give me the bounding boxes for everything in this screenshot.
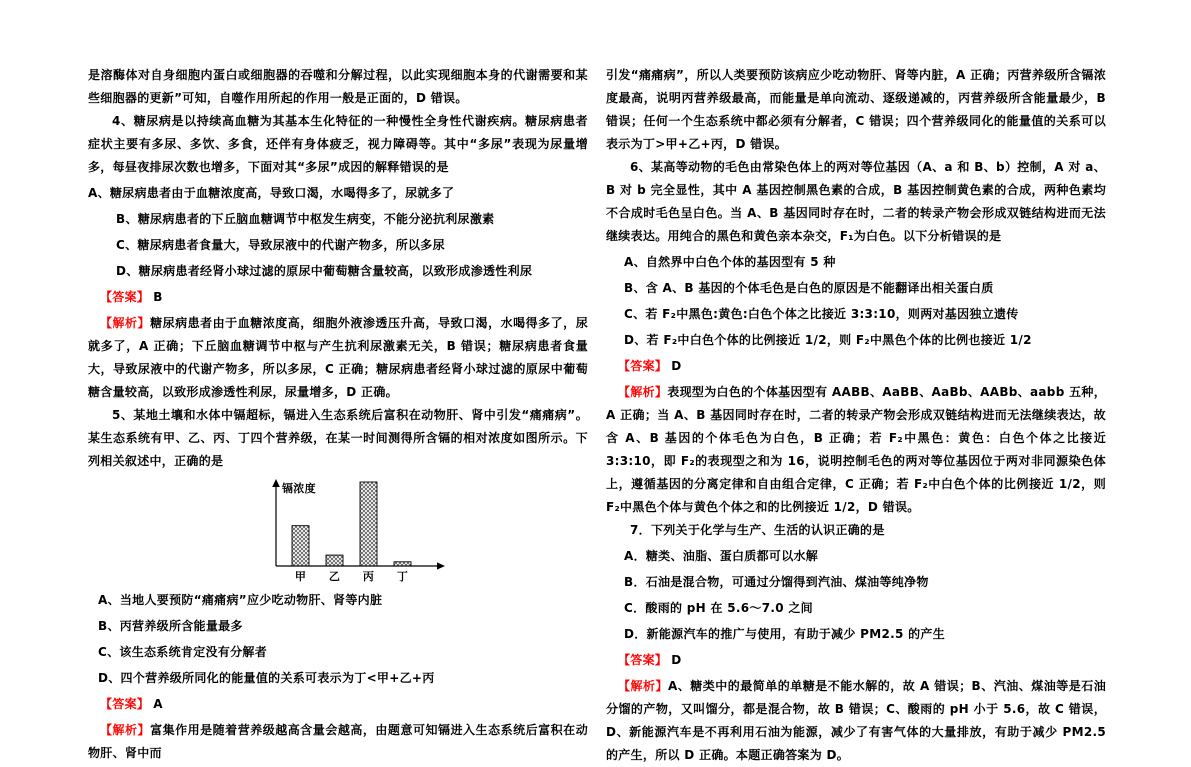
q6-options bbox=[606, 251, 1106, 352]
q5-analysis bbox=[88, 719, 588, 765]
q5-option-c: C、该生态系统肯定没有分解者 bbox=[98, 645, 268, 659]
q5-answer-letter: A bbox=[153, 697, 163, 711]
q3-analysis-continuation: 是溶酶体对自身细胞内蛋白或细胞器的吞噬和分解过程，以此实现细胞本身的代谢需要和某些细胞器的更新”可知，自噬作用所起的作用一般是正面的，D 错误。 bbox=[88, 68, 588, 105]
q6-answer-line bbox=[618, 355, 1106, 378]
q6-stem: 6、某高等动物的毛色由常染色体上的两对等位基因（A、a 和 B、b）控制，A 对 a、B 对 b 完全显性，其中 A 基因控制黑色素的合成，B 基因控制黄色素的合成，两种色素均不合成时毛色呈白色。当 A、B 基因同时存在时，二者的转录产物会形成双链结构进而无法继续表达。用纯合的黑色和黄色亲本杂交，F₁为白色。以下分析错误的是 bbox=[606, 160, 1106, 243]
q6-option-d: D、若 F₂中白色个体的比例接近 1/2，则 F₂中黑色个体的比例也接近 1/2 bbox=[624, 333, 1032, 347]
svg-text:丙: 丙 bbox=[362, 570, 375, 583]
q4-option-c: C、糖尿病患者食量大，导致尿液中的代谢产物多，所以多尿 bbox=[116, 238, 445, 252]
q5-analysis-tag: 【解析】 bbox=[100, 723, 151, 737]
cadmium-bar-chart bbox=[268, 479, 450, 585]
q7-answer-tag: 【答案】 bbox=[618, 653, 668, 667]
q6-analysis-text: 表现型为白色的个体基因型有 AABB、AaBB、AaBb、AABb、aabb 五种，A 正确；当 A、B 基因同时存在时，二者的转录产物会形成双链结构进而无法继续表达，故含 A、B 基因的个体毛色为白色，B 正确；若 F₂中黑色：黄色：白色个体之比接近 3:3:10，即 F₂的表现型之和为 16，说明控制毛色的两对等位基因位于两对非同源染色体上，遵循基因的分离定律和自由组合定律，C 正确；若 F₂中白色个体的比例接近 1/2，则 F₂中黑色个体与黄色个体之和的比例接近 1/2，D 错误。 bbox=[606, 385, 1107, 514]
q7-analysis-text: A、糖类中的最简单的单糖是不能水解的，故 A 错误；B、汽油、煤油等是石油分馏的产物，又叫馏分，都是混合物，故 B 错误；C、酸雨的 pH 小于 5.6，故 C 错误，D、新能源汽车是不再利用石油为能源，减少了有害气体的大量排放，有助于减少 PM2.5 的产生，所以 D 正确。本题正确答案为 D。 bbox=[606, 679, 1107, 762]
q4-options bbox=[88, 182, 588, 283]
q7-option-d: D．新能源汽车的推广与使用，有助于减少 PM2.5 的产生 bbox=[624, 627, 946, 641]
q7-options bbox=[606, 545, 1106, 646]
q7-answer-letter: D bbox=[671, 653, 682, 667]
q7-answer-line bbox=[618, 649, 1106, 672]
q4-answer-tag: 【答案】 bbox=[100, 290, 150, 304]
q4-analysis-text: 糖尿病患者由于血糖浓度高，细胞外液渗透压升高，导致口渴，水喝得多了，尿就多了，A 正确；下丘脑血糖调节中枢与产生抗利尿激素无关，B 错误；糖尿病患者食量大，导致尿液中的代谢产物多，所以多尿，C 正确；糖尿病患者经肾小球过滤的原尿中葡萄糖含量较高，以致形成渗透性利尿，尿量增多，D 正确。 bbox=[88, 316, 588, 399]
q7-option-c: C．酸雨的 pH 在 5.6～7.0 之间 bbox=[624, 601, 813, 615]
q7-option-a: A．糖类、油脂、蛋白质都可以水解 bbox=[624, 549, 819, 563]
q4-answer-line bbox=[100, 286, 588, 309]
q4-analysis bbox=[88, 312, 588, 404]
q4-answer-letter: B bbox=[153, 290, 163, 304]
q6-option-a: A、自然界中白色个体的基因型有 5 种 bbox=[624, 255, 836, 269]
q5-stem: 5、某地土壤和水体中镉超标，镉进入生态系统后富积在动物肝、肾中引发“痛痛病”。某生态系统有甲、乙、丙、丁四个营养级，在某一时间测得所含镉的相对浓度如图所示。下列相关叙述中，正确的是 bbox=[88, 408, 588, 468]
q7-analysis bbox=[606, 675, 1106, 767]
q6-analysis bbox=[606, 381, 1106, 519]
svg-text:甲: 甲 bbox=[294, 570, 307, 583]
chart-ylabel: 镉浓度 bbox=[282, 482, 316, 495]
right-column bbox=[606, 64, 1106, 767]
q7-option-b: B．石油是混合物，可通过分馏得到汽油、煤油等纯净物 bbox=[624, 575, 929, 589]
q5-answer-tag: 【答案】 bbox=[100, 697, 150, 711]
q5-option-d: D、四个营养级所同化的能量值的关系可表示为丁<甲+乙+丙 bbox=[98, 671, 435, 685]
q5-analysis-continuation: 引发“痛痛病”，所以人类要预防该病应少吃动物肝、肾等内脏，A 正确；丙营养级所含镉浓度最高，说明丙营养级最高，而能量是单向流动、逐级递减的，丙营养级所含能量最少，B 错误；任何一个生态系统中都必须有分解者，C 错误；四个营养级同化的能量值的关系可以表示为丁>甲+乙+丙，D 错误。 bbox=[606, 68, 1106, 151]
q7-analysis-tag: 【解析】 bbox=[618, 679, 669, 693]
chart-wrap bbox=[268, 479, 588, 585]
svg-text:丁: 丁 bbox=[396, 570, 409, 583]
left-column bbox=[88, 64, 588, 765]
q6-option-c: C、若 F₂中黑色:黄色:白色个体之比接近 3:3:10，则两对基因独立遗传 bbox=[624, 307, 1019, 321]
q4-option-a: A、糖尿病患者由于血糖浓度高，导致口渴，水喝得多了，尿就多了 bbox=[88, 186, 455, 200]
chart-xlabels bbox=[295, 569, 408, 583]
q6-answer-letter: D bbox=[671, 359, 682, 373]
q5-analysis-text: 富集作用是随着营养级越高含量会越高，由题意可知镉进入生态系统后富积在动物肝、肾中而 bbox=[88, 723, 588, 760]
q5-option-a: A、当地人要预防“痛痛病”应少吃动物肝、肾等内脏 bbox=[98, 593, 383, 607]
q4-option-b: B、糖尿病患者的下丘脑血糖调节中枢发生病变，不能分泌抗利尿激素 bbox=[116, 212, 495, 226]
q5-options bbox=[88, 589, 588, 690]
q6-answer-tag: 【答案】 bbox=[618, 359, 668, 373]
q6-option-b: B、含 A、B 基因的个体毛色是白色的原因是不能翻译出相关蛋白质 bbox=[624, 281, 994, 295]
q4-option-d: D、糖尿病患者经肾小球过滤的原尿中葡萄糖含量较高，以致形成渗透性利尿 bbox=[116, 264, 533, 278]
q5-answer-line bbox=[100, 693, 588, 716]
chart-x-arrow-icon bbox=[437, 562, 445, 569]
q7-stem: 7．下列关于化学与生产、生活的认识正确的是 bbox=[630, 523, 885, 537]
q4-analysis-tag: 【解析】 bbox=[100, 316, 151, 330]
svg-text:乙: 乙 bbox=[328, 570, 341, 583]
chart-y-arrow-icon bbox=[272, 479, 280, 487]
q4-stem: 4、糖尿病是以持续高血糖为其基本生化特征的一种慢性全身性代谢疾病。糖尿病患者症状主要有多尿、多饮、多食，还伴有身体疲乏，视力障碍等。其中“多尿”表现为尿量增多，每昼夜排尿次数也增多，下面对其“多尿”成因的解释错误的是 bbox=[88, 114, 588, 174]
q5-option-b: B、丙营养级所含能量最多 bbox=[98, 619, 243, 633]
q6-analysis-tag: 【解析】 bbox=[618, 385, 668, 399]
